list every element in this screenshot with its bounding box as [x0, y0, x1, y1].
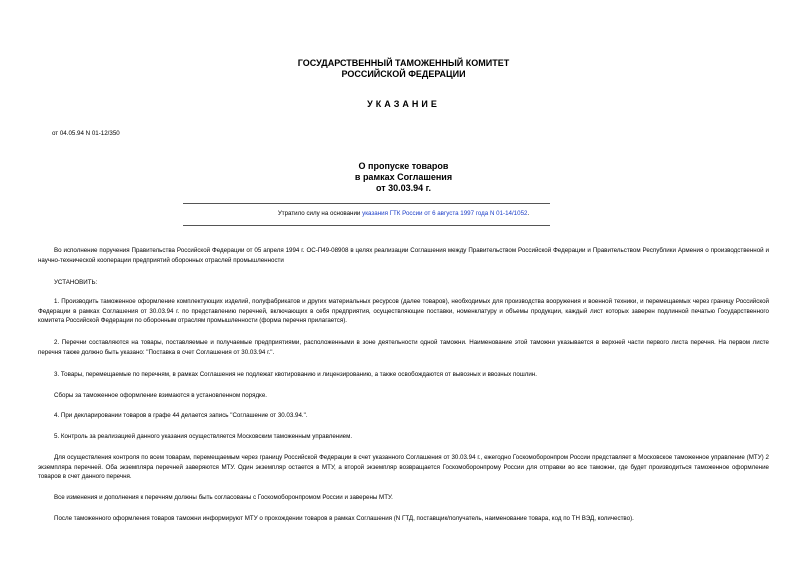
org-name-line1: ГОСУДАРСТВЕННЫЙ ТАМОЖЕННЫЙ КОМИТЕТ — [297, 58, 510, 68]
divider-bottom — [183, 225, 550, 226]
paragraph-3: 3. Товары, перемещаемые по перечням, в рамках Соглашения не подлежат квотированию и лицензированию, а также освобождаются от вывозных и ввозных пошлин. — [54, 371, 537, 378]
subject-line2: в рамках Соглашения — [354, 172, 453, 182]
subject-line1: О пропуске товаров — [358, 161, 449, 171]
repeal-notice-text: Утратило силу на основании — [277, 210, 361, 217]
document-date-number: от 04.05.94 N 01-12/350 — [52, 130, 120, 137]
paragraph-5: 5. Контроль за реализацией данного указания осуществляется Московским таможенным управлением. — [54, 433, 353, 440]
paragraph-intro: Во исполнение поручения Правительства Российской Федерации от 05 апреля 1994 г. ОС-П49-08908 в целях реализации Соглашения между Правительством Российской Федерации и Правительством Республики Армения о производственной и научно-технической кооперации предприятий оборонных отраслей промышленности — [38, 247, 769, 264]
paragraph-1: 1. Производить таможенное оформление комплектующих изделий, полуфабрикатов и других материальных ресурсов (далее товаров), необходимых для производства вооружения и военной техники, и перемещаемых через границу Российской Федерации в рамках Соглашения от 30.03.94 г. по представлению перечней, включающих в себя предприятия, осуществляющие поставки, номенклатуру и объемы продукции, каждый лист которых заверен подлинной печатью Государственного комитета Российской Федерации по оборонным отраслям промышленности (форма перечня прилагается). — [38, 298, 769, 324]
paragraph-4: 4. При декларировании товаров в графе 44 делается запись "Соглашение от 30.03.94.". — [54, 412, 308, 419]
paragraph-7: Все изменения и дополнения к перечням должны быть согласованы с Госкомоборонпромом России и заверены МТУ. — [54, 494, 393, 501]
divider-top — [183, 203, 550, 204]
paragraph-3b: Сборы за таможенное оформление взимаются в установленном порядке. — [54, 392, 267, 399]
repeal-notice — [0, 210, 807, 218]
paragraph-8: После таможенного оформления товаров таможни информируют МТУ о прохождении товаров в рамках Соглашения (N ГТД, поставщик/получатель, наименование товара, код по ТН ВЭД, количество). — [54, 515, 634, 522]
document-type: УКАЗАНИЕ — [367, 99, 440, 109]
org-name-line2: РОССИЙСКОЙ ФЕДЕРАЦИИ — [341, 69, 466, 79]
paragraph-6: Для осуществления контроля по всем товарам, перемещаемым через границу Российской Федерации в счет указанного Соглашения от 30.03.94 г., ежегодно Госкомоборонпром России представляет в Московское таможенное управление (МТУ) 2 экземпляра перечней. Оба экземпляра перечней заверяются МТУ. Один экземпляр остается в МТУ, а второй экземпляр возвращается Госкомоборонпрому России для отправки во все таможни, где будет производиться таможенное оформление товаров в счет данного перечня. — [38, 454, 769, 480]
subject-line3: от 30.03.94 г. — [375, 183, 432, 193]
repeal-notice-trail: . — [527, 210, 530, 217]
repeal-notice-link[interactable]: указания ГТК России от 6 августа 1997 года N 01-14/1052 — [362, 210, 528, 217]
paragraph-2: 2. Перечни составляются на товары, поставляемые и получаемые предприятиями, расположенными в зоне деятельности одной таможни. Наименование этой таможни указывается в верхней части первого листа перечня. На первом листе перечня также должно быть указано: "Поставка в счет Соглашения от 30.03.94 г.". — [38, 339, 769, 356]
paragraph-establish: УСТАНОВИТЬ: — [54, 279, 98, 286]
